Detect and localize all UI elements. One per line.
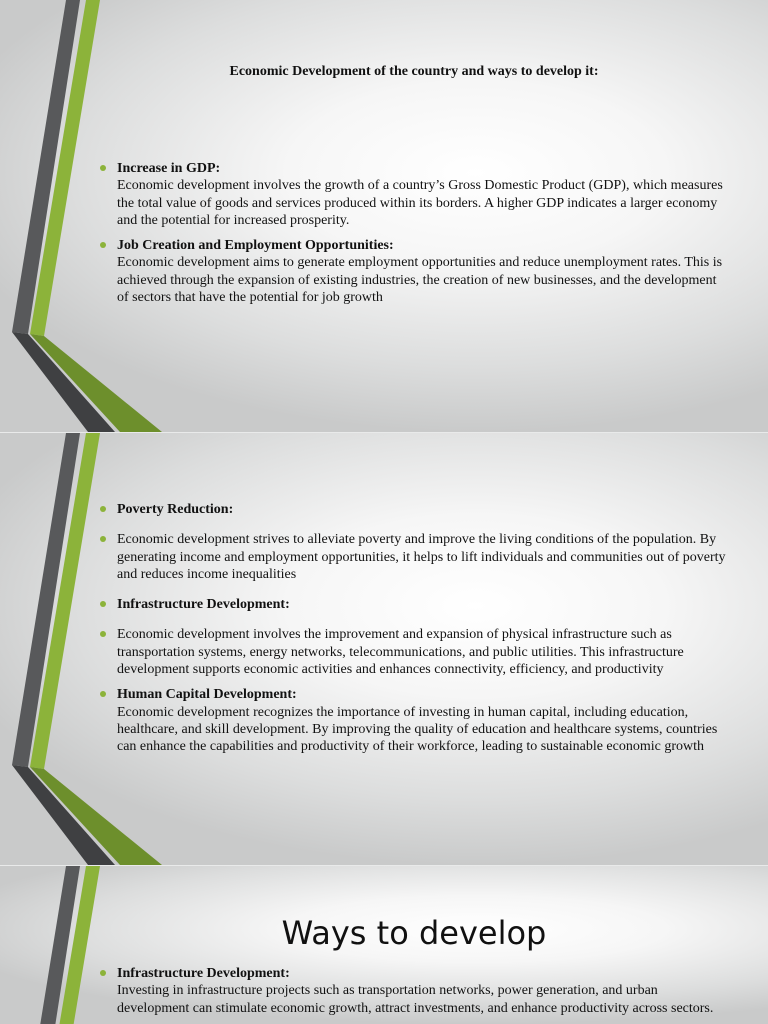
slide-title: Ways to develop <box>281 914 547 952</box>
item-text: Economic development strives to alleviate poverty and improve the living conditions of the population. By generating income and employment opportunities, it helps to lift individuals and communities out of poverty and reduces income inequalities <box>117 532 726 582</box>
list-item <box>100 160 728 229</box>
item-heading: Poverty Reduction: <box>117 502 234 517</box>
list-item <box>100 965 728 1017</box>
slide-3 <box>0 866 768 1024</box>
slide-content <box>100 965 728 1017</box>
item-text: Economic development recognizes the importance of investing in human capital, including education, healthcare, and skill development. By improving the quality of education and healthcare systems, countries can enhance the capabilities and productivity of their workforce, leading to sustainable economic growth <box>117 704 718 755</box>
item-text: Economic development aims to generate employment opportunities and reduce unemployment rates. This is achieved through the expansion of existing industries, the creation of new businesses, and the development of sectors that have the potential for job growth <box>117 255 723 306</box>
slide-2 <box>0 433 768 865</box>
slide-content <box>100 501 728 756</box>
item-text: Economic development involves the improvement and expansion of physical infrastructure such as transportation systems, energy networks, telecommunications, and public utilities. This infrastructure development supports economic activities and enhances connectivity, efficiency, and productivity <box>117 627 684 678</box>
item-text: Investing in infrastructure projects such as transportation networks, power generation, and urban development can stimulate economic growth, attract investments, and enhance productivity across sectors. <box>117 983 714 1016</box>
list-item <box>100 501 728 518</box>
item-heading: Infrastructure Development: <box>117 966 290 981</box>
list-item <box>100 596 728 613</box>
item-heading: Increase in GDP: <box>117 161 221 176</box>
item-heading: Infrastructure Development: <box>117 597 290 613</box>
list-item <box>100 626 728 678</box>
list-item <box>100 686 728 755</box>
item-text: Economic development involves the growth of a country’s Gross Domestic Product (GDP), which measures the total value of goods and services produced within its borders. A higher GDP indicates a larger economy and the potential for increased prosperity. <box>117 178 723 228</box>
slide-1 <box>0 0 768 432</box>
list-item <box>100 531 728 583</box>
slide-title: Economic Development of the country and ways to develop it: <box>229 64 599 79</box>
list-item <box>100 237 728 306</box>
item-heading: Job Creation and Employment Opportunities: <box>117 238 394 254</box>
slide-content <box>100 160 728 306</box>
item-heading: Human Capital Development: <box>117 687 297 703</box>
